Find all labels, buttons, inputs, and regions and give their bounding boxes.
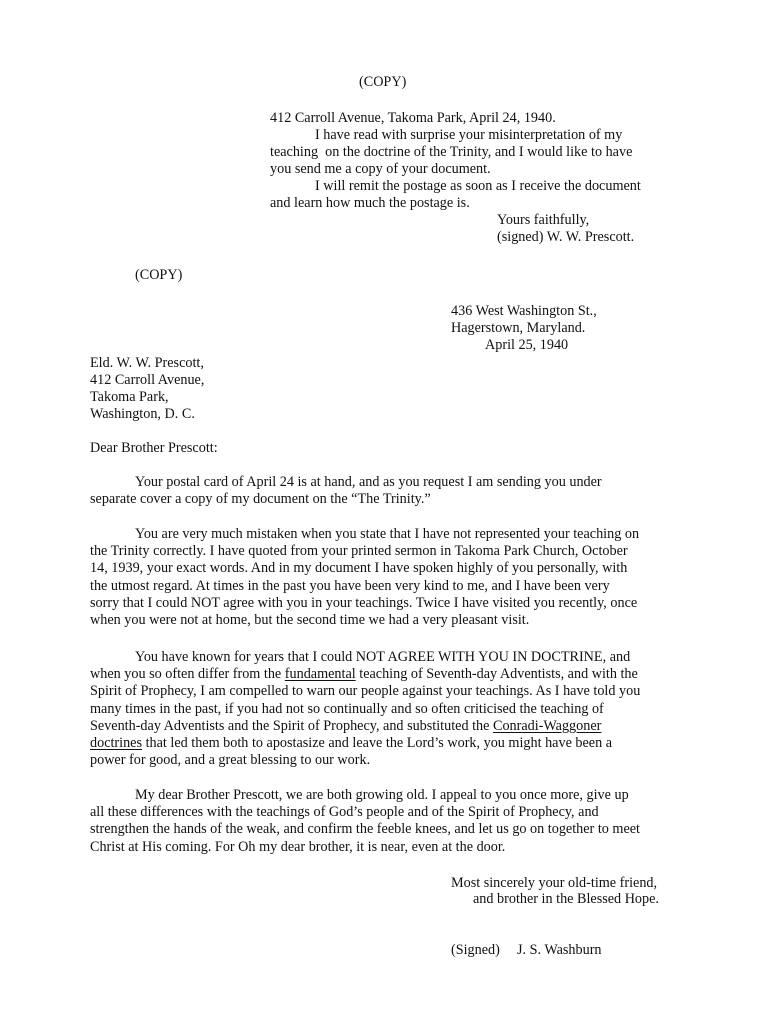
paragraph-line: 14, 1939, your exact words. And in my document I have spoken highly of you personally, with — [90, 560, 628, 577]
copy-label: (COPY) — [359, 74, 407, 90]
paragraph-line: My dear Brother Prescott, we are both growing old. I appeal to you once more, give up — [135, 787, 629, 803]
recipient-line: Takoma Park, — [90, 389, 169, 405]
paragraph — [90, 526, 682, 629]
postcard-closing: Yours faithfully, — [497, 212, 590, 228]
paragraph-line — [90, 666, 682, 683]
paragraph-line: the utmost regard. At times in the past you have been very kind to me, and I have been very — [90, 577, 610, 594]
paragraph-line: You have known for years that I could NOT AGREE WITH YOU IN DOCTRINE, and — [135, 649, 631, 665]
postcard-line: teaching on the doctrine of the Trinity, and I would like to have — [270, 144, 633, 160]
underlined-term: fundamental — [284, 666, 356, 683]
postcard-line: 412 Carroll Avenue, Takoma Park, April 24, 1940. — [270, 110, 556, 126]
sender-address-line: 436 West Washington St., — [451, 303, 597, 319]
paragraph-line — [90, 718, 682, 735]
recipient-line: Washington, D. C. — [90, 406, 195, 422]
copy-label: (COPY) — [135, 267, 183, 283]
postcard-line: I have read with surprise your misinterpretation of my — [315, 127, 623, 143]
paragraph-line: sorry that I could NOT agree with you in your teachings. Twice I have visited you recently, once — [90, 594, 638, 611]
salutation: Dear Brother Prescott: — [90, 440, 218, 456]
paragraph-line: You are very much mistaken when you state that I have not represented your teaching on — [135, 526, 640, 542]
paragraph-line: all these differences with the teachings of God’s people and of the Spirit of Prophecy, and — [90, 804, 599, 821]
signed-label: (Signed) — [451, 942, 500, 958]
paragraph-line — [90, 735, 682, 752]
paragraph-line: strengthen the hands of the weak, and confirm the feeble knees, and let us go on together to meet — [90, 821, 640, 838]
text-run: Seventh-day Adventists and the Spirit of Prophecy, and substituted the — [90, 717, 493, 734]
text-run: when you so often differ from the — [90, 666, 285, 683]
text-run: teaching of Seventh-day Adventists, and with the — [355, 666, 638, 683]
letter-closing-line: and brother in the Blessed Hope. — [473, 891, 659, 907]
postcard-line: you send me a copy of your document. — [270, 161, 491, 177]
paragraph-line: power for good, and a great blessing to our work. — [90, 752, 371, 769]
underlined-term: Conradi-Waggoner — [492, 717, 602, 734]
paragraph — [90, 787, 682, 856]
paragraph — [90, 649, 682, 769]
paragraph-line: many times in the past, if you had not so continually and so often criticised the teaching of — [90, 700, 604, 717]
underlined-term: doctrines — [90, 735, 143, 752]
paragraph-line: Christ at His coming. For Oh my dear brother, it is near, even at the door. — [90, 838, 506, 855]
paragraph-line: the Trinity correctly. I have quoted from your printed sermon in Takoma Park Church, October — [90, 543, 628, 560]
paragraph-line: separate cover a copy of my document on the “The Trinity.” — [90, 491, 431, 508]
postcard-line: I will remit the postage as soon as I receive the document — [315, 178, 641, 194]
letter-date: April 25, 1940 — [485, 337, 569, 353]
paragraph-line: Your postal card of April 24 is at hand, and as you request I am sending you under — [135, 474, 602, 490]
postcard-signature: (signed) W. W. Prescott. — [497, 229, 635, 245]
signer-name: J. S. Washburn — [517, 942, 602, 958]
paragraph-line: Spirit of Prophecy, I am compelled to warn our people against your teachings. As I have told you — [90, 683, 641, 700]
sender-address-line: Hagerstown, Maryland. — [451, 320, 586, 336]
recipient-line: Eld. W. W. Prescott, — [90, 355, 204, 371]
text-run: that led them both to apostasize and leave the Lord’s work, you might have been a — [142, 735, 613, 752]
letter-closing-line: Most sincerely your old-time friend, — [451, 875, 658, 891]
paragraph — [90, 474, 682, 508]
recipient-line: 412 Carroll Avenue, — [90, 372, 205, 388]
paragraph-line: when you were not at home, but the second time we had a very pleasant visit. — [90, 612, 530, 629]
postcard-line: and learn how much the postage is. — [270, 195, 470, 211]
